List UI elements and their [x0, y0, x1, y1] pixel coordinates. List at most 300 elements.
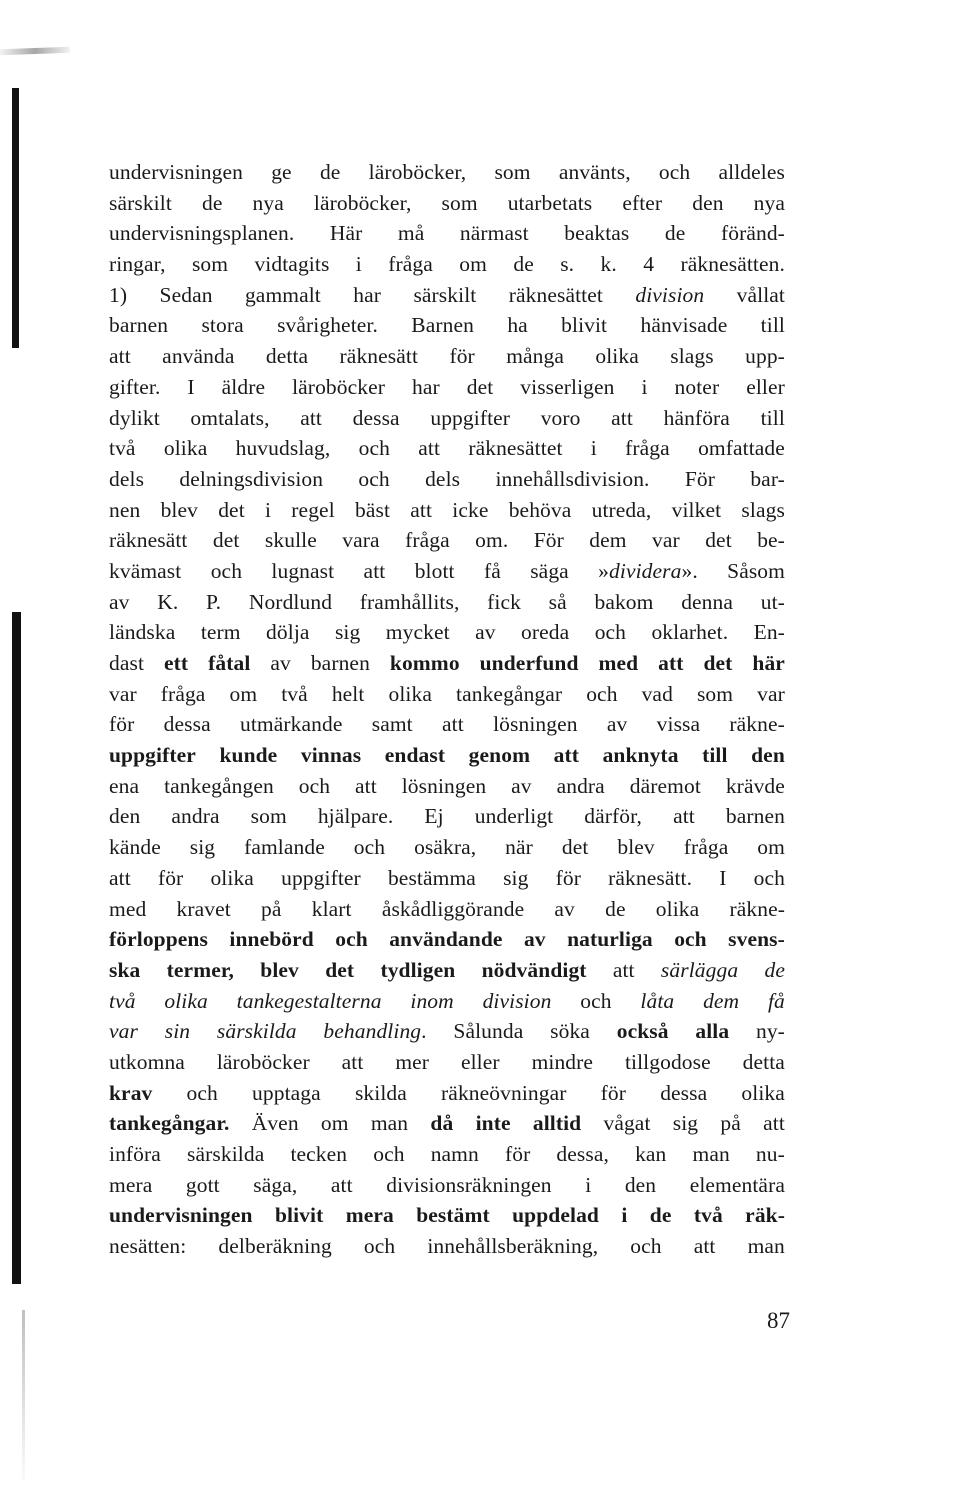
word: Sålunda: [453, 1019, 524, 1044]
word: har: [353, 282, 382, 307]
word: närmast: [459, 221, 529, 246]
word: och: [674, 927, 707, 952]
word: andra: [556, 773, 605, 798]
word: blev: [160, 497, 198, 522]
word: undervisningen: [109, 160, 243, 184]
word: omfattade: [698, 436, 785, 461]
word: att: [611, 405, 633, 430]
word: alltid: [532, 1111, 582, 1136]
word: räknesätten.: [680, 252, 785, 277]
word: osäkra,: [414, 835, 477, 860]
text-line: [109, 832, 785, 863]
word: olika: [210, 865, 254, 890]
text-line: [109, 218, 785, 249]
word: innebörd: [229, 927, 314, 952]
word: inte: [475, 1111, 511, 1136]
text-line: [109, 679, 785, 710]
word: räknesätt.: [608, 865, 693, 890]
scan-edge-shadow: [22, 1310, 25, 1480]
word: alla: [695, 1019, 730, 1044]
word: söka: [550, 1019, 590, 1044]
word: dylikt: [109, 405, 160, 430]
word: krävde: [725, 773, 785, 798]
word: i: [621, 1203, 628, 1228]
word: av: [523, 927, 546, 952]
text-line: [109, 403, 785, 434]
word: dölja: [266, 620, 310, 645]
word: det: [466, 374, 494, 399]
word: delningsdivision: [179, 466, 324, 491]
word: dels: [425, 466, 461, 491]
text-line: [109, 740, 785, 771]
text-line: [109, 587, 785, 618]
word: den: [751, 743, 785, 768]
word: nesätten:: [109, 1234, 187, 1259]
word: särlägga: [660, 957, 739, 982]
word: därför,: [584, 804, 643, 829]
word: sin: [164, 1019, 191, 1044]
word: behandling.: [323, 1019, 427, 1044]
word: nya: [753, 190, 785, 215]
word: stora: [201, 313, 244, 338]
word: att: [363, 558, 386, 583]
word: och: [186, 1080, 218, 1105]
word: räk-: [745, 1203, 785, 1228]
word: s.: [560, 252, 575, 277]
word: ländska: [109, 620, 176, 645]
word: att: [673, 804, 695, 829]
word: tydligen: [380, 957, 456, 982]
word: För: [684, 466, 716, 491]
word: andra: [171, 804, 220, 829]
word: ha: [507, 313, 528, 338]
word: olika: [655, 896, 700, 921]
word: eller: [746, 374, 785, 399]
text-line: [109, 1170, 785, 1201]
word: dessa: [660, 1080, 708, 1105]
body-text: [109, 157, 785, 1262]
word: av: [109, 589, 130, 614]
word: namn: [430, 1142, 479, 1166]
word: fråga: [625, 436, 670, 461]
word: lösningen: [401, 773, 487, 798]
word: Även: [251, 1111, 299, 1136]
word: till: [760, 313, 785, 338]
word: få: [767, 988, 785, 1013]
word: olika: [163, 436, 208, 461]
word: de: [319, 160, 341, 184]
word: till: [760, 405, 785, 430]
word: två: [109, 988, 136, 1013]
word: som: [696, 681, 734, 706]
word: mera: [109, 1172, 153, 1197]
word: kunde: [219, 743, 278, 768]
word: utkomna: [109, 1049, 185, 1074]
word: slags: [741, 497, 785, 522]
word: kvämast: [109, 558, 182, 583]
word: olika: [388, 681, 432, 706]
word: att: [109, 344, 131, 369]
word: för: [157, 865, 184, 890]
word: termer,: [166, 957, 234, 982]
word: delberäkning: [218, 1234, 332, 1259]
word: förloppens: [109, 927, 208, 952]
word: och: [586, 681, 618, 706]
word: när: [505, 835, 533, 860]
word: att: [300, 405, 322, 430]
word: gifter.: [109, 374, 161, 399]
text-line: [109, 1078, 785, 1109]
word: vissa: [656, 712, 701, 737]
word: division: [482, 988, 552, 1013]
word: hänföra: [663, 405, 730, 430]
word: i: [590, 436, 597, 461]
word: var: [109, 1019, 138, 1044]
word: denna: [681, 589, 734, 614]
word: tankegestalterna: [236, 988, 382, 1013]
word: de: [605, 896, 626, 921]
word: oreda: [521, 620, 570, 645]
word: och: [358, 436, 390, 461]
word: term: [200, 620, 241, 645]
word: gammalt: [244, 282, 321, 307]
word: lugnast: [271, 558, 335, 583]
text-line: [109, 1231, 785, 1262]
word: alldeles: [718, 160, 785, 184]
word: få: [483, 558, 501, 583]
text-line: [109, 341, 785, 372]
text-line: [109, 433, 785, 464]
word: dessa: [163, 712, 211, 737]
word: fråga: [405, 528, 450, 553]
word: gott: [185, 1172, 220, 1197]
word: för: [109, 712, 135, 737]
word: i: [265, 497, 272, 522]
word: så: [548, 589, 567, 614]
word: här: [752, 651, 785, 675]
word: barnen: [310, 651, 370, 675]
word: det: [325, 957, 355, 982]
word: fick: [487, 589, 521, 614]
word: uppgifter: [430, 405, 511, 430]
text-line: [109, 372, 785, 403]
word: för: [504, 1142, 531, 1166]
word: innehållsdivision.: [495, 466, 650, 491]
word: blivit: [561, 313, 608, 338]
word: och: [580, 988, 612, 1013]
word: utreda,: [591, 497, 652, 522]
word: och: [658, 160, 691, 184]
word: fåtal: [208, 651, 251, 675]
text-line: [109, 986, 785, 1017]
word: som: [441, 190, 478, 215]
word: kan: [635, 1142, 667, 1166]
word: ska: [109, 957, 141, 982]
word: krav: [109, 1080, 153, 1105]
word: läroböcker,: [368, 160, 467, 184]
word: divisionsräkningen: [386, 1172, 552, 1197]
word: Sedan: [159, 282, 213, 307]
word: om: [459, 252, 487, 277]
text-line: [109, 1108, 785, 1139]
word: det: [703, 651, 733, 675]
word: för: [600, 1080, 627, 1105]
word: hänvisade: [640, 313, 728, 338]
word: sig: [672, 1111, 699, 1136]
word: den: [624, 1172, 657, 1197]
word: att: [658, 651, 684, 675]
word: P.: [205, 589, 222, 614]
word: elementära: [689, 1172, 785, 1197]
word: slags: [670, 344, 714, 369]
word: var: [757, 681, 785, 706]
text-line: [109, 310, 785, 341]
word: I: [187, 374, 195, 399]
word: ena: [109, 773, 140, 798]
word: de: [201, 190, 223, 215]
word: En-: [753, 620, 785, 645]
word: mera: [345, 1203, 394, 1228]
word: att: [410, 497, 433, 522]
word: två: [109, 436, 136, 461]
word: åskådliggörande: [381, 896, 525, 921]
word: särskilda: [216, 1019, 297, 1044]
word: den: [109, 804, 141, 829]
word: att: [693, 1234, 716, 1259]
word: mer: [395, 1049, 430, 1074]
word: särskilt: [109, 190, 172, 215]
word: blott: [414, 558, 455, 583]
word: undervisningen: [109, 1203, 253, 1228]
word: två: [281, 681, 308, 706]
word: var: [652, 528, 680, 553]
word: noter: [674, 374, 720, 399]
word: vad: [641, 681, 673, 706]
word: sig: [503, 865, 529, 890]
scan-edge-bar-top: [12, 88, 19, 348]
word: bestämt: [416, 1203, 490, 1228]
word: av: [606, 712, 628, 737]
word: kände: [109, 835, 161, 860]
scan-edge-bar-bottom: [12, 612, 21, 1284]
word: som: [250, 804, 287, 829]
word: blev: [260, 957, 299, 982]
word: ett: [164, 651, 189, 675]
word: om.: [475, 528, 509, 553]
text-line: [109, 188, 785, 219]
word: att: [418, 436, 441, 461]
word: må: [397, 221, 425, 246]
word: tankegången: [164, 773, 274, 798]
word: utmärkande: [239, 712, 343, 737]
word: i: [355, 252, 362, 277]
text-line: [109, 1200, 785, 1231]
word: helt: [331, 681, 365, 706]
text-line: [109, 157, 785, 188]
word: i: [641, 374, 648, 399]
word: efter: [622, 190, 663, 215]
page-number: 87: [767, 1308, 790, 1333]
word: famlande: [244, 835, 325, 860]
word: säga,: [253, 1172, 298, 1197]
word: om: [320, 1111, 349, 1136]
text-line: [109, 525, 785, 556]
word: var: [109, 681, 137, 706]
word: det: [218, 497, 245, 522]
word: för: [555, 865, 581, 890]
word: mindre: [531, 1049, 594, 1074]
word: har: [411, 374, 440, 399]
word: inom: [410, 988, 454, 1013]
word: på: [261, 896, 282, 921]
word: dem: [703, 988, 740, 1013]
word: föränd-: [720, 221, 785, 246]
word: säga: [530, 558, 569, 583]
word: sig: [189, 835, 216, 860]
word: på: [720, 1111, 741, 1136]
word: division: [635, 282, 705, 307]
word: vara: [342, 528, 380, 553]
word: eller: [460, 1049, 500, 1074]
word: och: [630, 1234, 662, 1259]
word: läroböcker,: [313, 190, 412, 215]
scan-edge-smudge: [0, 47, 70, 55]
word: man: [747, 1234, 785, 1259]
word: be-: [757, 528, 785, 553]
word: med: [598, 651, 639, 675]
word: som: [494, 160, 531, 184]
word: »dividera».: [598, 558, 698, 583]
word: detta: [265, 344, 309, 369]
word: äldre: [221, 374, 266, 399]
word: och: [753, 865, 785, 890]
word: fråga: [160, 681, 206, 706]
word: Barnen: [411, 313, 474, 338]
word: och: [210, 558, 243, 583]
word: dels: [109, 466, 145, 491]
word: huvudslag,: [235, 436, 331, 461]
word: 1): [109, 282, 128, 307]
word: till: [702, 743, 728, 768]
text-line: [109, 955, 785, 986]
word: fråga: [388, 252, 433, 277]
word: särskilda: [187, 1142, 265, 1166]
word: då: [430, 1111, 454, 1136]
text-line: [109, 1139, 785, 1170]
word: däremot: [629, 773, 701, 798]
word: de: [649, 1203, 672, 1228]
text-line: [109, 863, 785, 894]
word: om: [757, 835, 785, 860]
word: mycket: [385, 620, 450, 645]
word: att: [612, 957, 635, 982]
text-line: [109, 464, 785, 495]
word: Ej: [424, 804, 444, 829]
word: man: [692, 1142, 730, 1166]
text-line: [109, 1016, 785, 1047]
word: också: [616, 1019, 669, 1044]
word: 4: [643, 252, 655, 277]
word: anknyta: [602, 743, 679, 768]
word: Nordlund: [248, 589, 333, 614]
word: olika: [741, 1080, 785, 1105]
word: blev: [617, 835, 655, 860]
word: räkne-: [729, 712, 785, 737]
word: att: [763, 1111, 785, 1136]
word: omtalats,: [190, 405, 270, 430]
text-line: [109, 924, 785, 955]
text-line: [109, 771, 785, 802]
word: framhållits,: [359, 589, 460, 614]
word: och: [335, 927, 368, 952]
word: barnen: [109, 313, 169, 338]
word: det: [705, 528, 732, 553]
word: fråga: [683, 835, 729, 860]
word: införa: [109, 1142, 161, 1166]
word: För: [533, 528, 564, 553]
word: räkneövningar: [441, 1080, 567, 1105]
word: lösningen: [493, 712, 578, 737]
word: ut-: [760, 589, 785, 614]
word: dessa,: [556, 1142, 609, 1166]
word: k.: [600, 252, 617, 277]
word: använts,: [558, 160, 631, 184]
text-line: [109, 709, 785, 740]
word: samt: [371, 712, 413, 737]
word: svårigheter.: [277, 313, 378, 338]
word: hjälpare.: [317, 804, 394, 829]
word: användande: [389, 927, 503, 952]
text-line: [109, 249, 785, 280]
word: barnen: [725, 804, 785, 829]
word: två: [693, 1203, 723, 1228]
word: att: [442, 712, 464, 737]
word: detta: [742, 1049, 785, 1074]
word: de: [764, 957, 785, 982]
word: bakom: [594, 589, 654, 614]
word: oklarhet.: [651, 620, 729, 645]
text-line: [109, 617, 785, 648]
word: och: [373, 1142, 405, 1166]
word: nödvändigt: [481, 957, 587, 982]
word: icke: [452, 497, 489, 522]
word: om: [229, 681, 258, 706]
word: läroböcker: [292, 374, 386, 399]
word: upptaga: [252, 1080, 321, 1105]
word: behöva: [508, 497, 572, 522]
word: dem: [589, 528, 627, 553]
word: ny-: [755, 1019, 785, 1044]
word: skilda: [354, 1080, 407, 1105]
word: underligt: [474, 804, 554, 829]
word: läroböcker: [216, 1049, 310, 1074]
word: underfund: [479, 651, 579, 675]
word: vågat: [603, 1111, 651, 1136]
text-line: [109, 280, 785, 311]
word: det: [561, 835, 589, 860]
word: vilket: [671, 497, 722, 522]
word: att: [109, 865, 131, 890]
word: uppdelad: [512, 1203, 599, 1228]
word: av: [554, 896, 575, 921]
word: många: [506, 344, 564, 369]
word: särskilt: [413, 282, 477, 307]
word: visserligen: [520, 374, 615, 399]
word: svens-: [728, 927, 785, 952]
word: de: [664, 221, 686, 246]
word: I: [719, 865, 727, 890]
word: vinnas: [300, 743, 362, 768]
